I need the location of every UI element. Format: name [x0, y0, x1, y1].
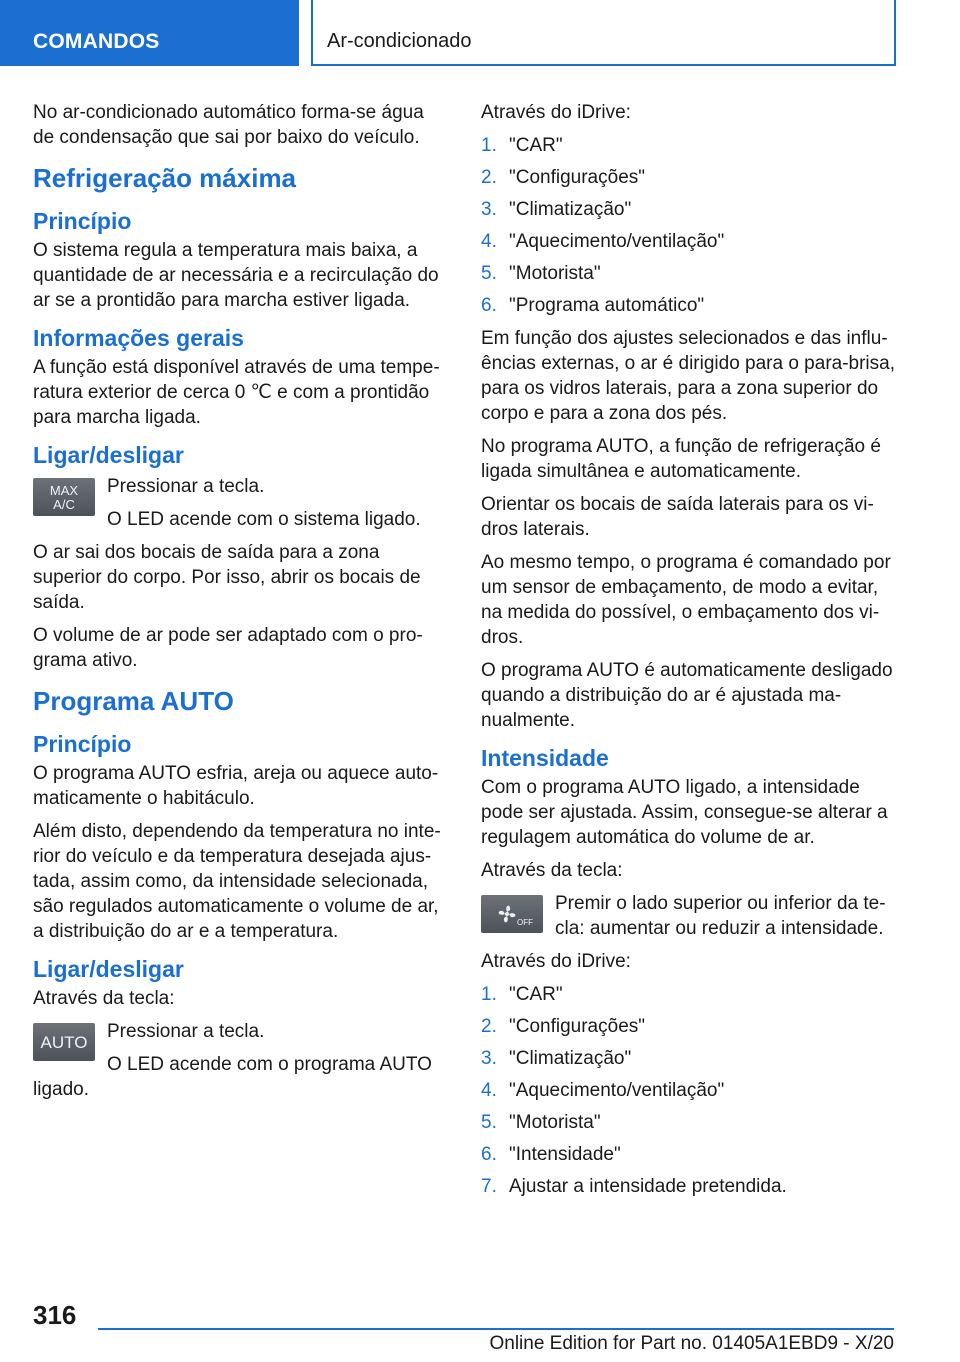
heading-auto-on-off: Ligar/desligar [33, 956, 184, 982]
list-item [481, 1046, 896, 1071]
list-item-number: 5. [481, 263, 497, 284]
list-item-number: 2. [481, 167, 497, 188]
list-item-text: "Climatização" [509, 199, 632, 220]
list-item [481, 1142, 896, 1167]
heading-principle: Princípio [33, 208, 132, 234]
intensity-paragraph: Com o programa AUTO ligado, a intensidade pode ser ajustada. Assim, consegue-se alterar a regulagem automática do volume de ar. [481, 777, 888, 848]
auto-instruction [33, 1019, 447, 1102]
section-tab [0, 0, 299, 66]
heading-on-off: Ligar/desligar [33, 442, 184, 468]
heading-auto-program: Programa AUTO [33, 686, 234, 716]
section-title: COMANDOS [33, 30, 160, 53]
list-item-text: "Climatização" [509, 1048, 632, 1069]
list-item-text: "Programa automático" [509, 295, 705, 316]
led-text: O LED acende com o sistema ligado. [107, 509, 421, 530]
svg-text:A/C: A/C [53, 497, 75, 512]
list-item [481, 133, 896, 158]
list-item [481, 229, 896, 254]
list-item-text: "CAR" [509, 984, 563, 1005]
list-item-text: "Motorista" [509, 1112, 601, 1133]
list-item-number: 1. [481, 984, 497, 1005]
auto-press-key-text: Pressionar a tecla. [107, 1021, 265, 1042]
list-item [481, 1078, 896, 1103]
press-key-text: Pressionar a tecla. [107, 476, 265, 497]
rocker-key-text: Premir o lado superior ou inferior da tecla: aumentar ou reduzir a intensidade. [555, 893, 886, 939]
list-item-number: 3. [481, 199, 497, 220]
page-number: 316 [33, 1300, 77, 1330]
list-item [481, 261, 896, 286]
list-item-text: "Intensidade" [509, 1144, 621, 1165]
heading-intensity: Intensidade [481, 745, 609, 771]
list-item [481, 165, 896, 190]
idrive-steps-list-2 [481, 982, 896, 1199]
auto-via-key-text: Através da tecla: [33, 988, 175, 1009]
chapter-title: Ar-condicionado [327, 30, 472, 52]
list-item-text: "Configurações" [509, 1016, 646, 1037]
page-header [0, 0, 960, 66]
list-item-number: 6. [481, 295, 497, 316]
idrive-steps-list-1 [481, 133, 896, 318]
chapter-box [311, 0, 896, 66]
air-direction-paragraph: Em função dos ajustes selecionados e das influências externas, o ar é dirigido para o para-brisa, para os vidros laterais, para a zona superior do corpo e para a zona dos pés. [481, 328, 896, 424]
list-item-number: 7. [481, 1176, 497, 1197]
list-item-number: 4. [481, 1080, 497, 1101]
svg-text:AUTO: AUTO [40, 1033, 88, 1052]
auto-button-icon [33, 1023, 95, 1061]
svg-text:OFF: OFF [517, 918, 533, 927]
list-item [481, 293, 896, 318]
heading-max-cooling: Refrigeração máxima [33, 163, 297, 193]
list-item-number: 1. [481, 135, 497, 156]
list-item [481, 1110, 896, 1135]
air-volume-paragraph: O volume de ar pode ser adaptado com o programa ativo. [33, 625, 423, 671]
intensity-via-key-text: Através da tecla: [481, 860, 623, 881]
intensity-instruction [481, 891, 896, 941]
list-item [481, 1014, 896, 1039]
air-outlet-paragraph: O ar sai dos bocais de saída para a zona superior do corpo. Por isso, abrir os bocais de saída. [33, 542, 421, 613]
list-item-number: 4. [481, 231, 497, 252]
left-column [33, 100, 447, 1110]
list-item-text: Ajustar a intensidade pretendida. [509, 1176, 787, 1197]
edition-text: Online Edition for Part no. 01405A1EBD9 - X/20 [489, 1333, 894, 1354]
list-item [481, 1174, 896, 1199]
idrive-intro-2: Através do iDrive: [481, 951, 631, 972]
general-info-paragraph: A função está disponível através de uma temperatura exterior de cerca 0 ℃ e com a prontidão para marcha ligada. [33, 357, 440, 428]
list-item [481, 197, 896, 222]
side-vents-paragraph: Orientar os bocais de saída laterais para os vidros laterais. [481, 494, 874, 540]
list-item-text: "Aquecimento/ventilação" [509, 1080, 725, 1101]
list-item-text: "Aquecimento/ventilação" [509, 231, 725, 252]
auto-principle-paragraph-1: O programa AUTO esfria, areja ou aquece automaticamente o habitáculo. [33, 763, 439, 809]
list-item-text: "CAR" [509, 135, 563, 156]
heading-general-info: Informações gerais [33, 325, 244, 351]
list-item-text: "Motorista" [509, 263, 601, 284]
list-item-number: 6. [481, 1144, 497, 1165]
auto-led-text: O LED acende com o programa AUTO [107, 1054, 432, 1075]
heading-auto-principle: Princípio [33, 731, 132, 757]
list-item [481, 982, 896, 1007]
list-item-text: "Configurações" [509, 167, 646, 188]
auto-led-text-end: ligado. [33, 1079, 89, 1100]
auto-principle-paragraph-2: Além disto, dependendo da temperatura no interior do veículo e da temperatura desejada ajustada, assim como, da intensidade selecionada, são regulados automaticamente o volume de ar, a distribuição do ar e a temperatura. [33, 821, 441, 942]
list-item-number: 5. [481, 1112, 497, 1133]
auto-off-paragraph: O programa AUTO é automaticamente desligado quando a distribuição do ar é ajustada manualmente. [481, 660, 893, 731]
intro-paragraph: No ar-condicionado automático forma-se água de condensação que sai por baixo do veículo. [33, 102, 424, 148]
svg-text:MAX: MAX [49, 483, 79, 498]
fog-sensor-paragraph: Ao mesmo tempo, o programa é comandado por um sensor de embaçamento, de modo a evitar, na medida do possível, o embaçamento dos vidros. [481, 552, 891, 648]
list-item-number: 3. [481, 1048, 497, 1069]
max-ac-button-icon [33, 478, 95, 516]
idrive-intro-1: Através do iDrive: [481, 102, 631, 123]
footer-divider [98, 1328, 894, 1330]
fan-intensity-button-icon [481, 895, 543, 933]
principle-paragraph: O sistema regula a temperatura mais baixa, a quantidade de ar necessária e a recirculação do ar se a prontidão para marcha estiver ligada. [33, 240, 439, 311]
cooling-paragraph: No programa AUTO, a função de refrigeração é ligada simultânea e automaticamente. [481, 436, 881, 482]
list-item-number: 2. [481, 1016, 497, 1037]
right-column [481, 100, 896, 1207]
max-ac-instruction [33, 474, 447, 532]
